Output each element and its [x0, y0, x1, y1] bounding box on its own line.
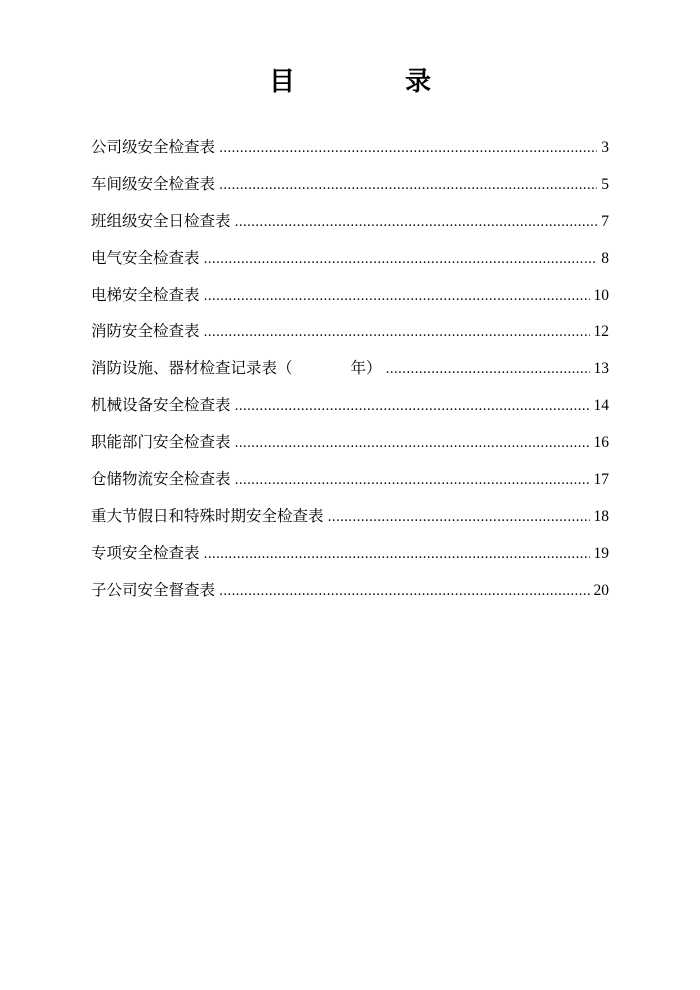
toc-entry[interactable]	[91, 284, 609, 321]
toc-entry-label: 电梯安全检查表	[91, 285, 200, 304]
dot-leader	[219, 175, 597, 197]
toc-entry[interactable]	[91, 579, 609, 616]
page-title: 目 录	[268, 67, 473, 97]
toc-page-number: 13	[593, 360, 609, 378]
toc-entry-label: 职能部门安全检查表	[91, 433, 231, 452]
toc-page-number: 19	[593, 544, 609, 562]
table-of-contents	[91, 136, 609, 616]
dot-leader	[204, 544, 590, 566]
toc-entry[interactable]	[91, 357, 609, 394]
toc-page-number: 14	[593, 397, 609, 415]
toc-entry[interactable]	[91, 210, 609, 247]
dot-leader	[235, 396, 590, 418]
toc-entry-label	[91, 357, 382, 379]
toc-entry-label: 公司级安全检查表	[91, 138, 216, 156]
toc-page-number: 10	[593, 286, 609, 304]
toc-entry-label: 班组级安全日检查表	[91, 211, 231, 230]
toc-entry-label-prefix: 消防设施、器材检查记录表（	[91, 359, 293, 378]
toc-page-number: 3	[601, 139, 609, 156]
toc-page-number: 5	[601, 175, 609, 193]
toc-entry[interactable]	[91, 431, 609, 468]
dot-leader	[219, 138, 597, 160]
dot-leader	[235, 433, 590, 455]
toc-page-number: 17	[593, 471, 609, 489]
toc-page-number: 7	[601, 212, 609, 230]
toc-entry-label: 专项安全检查表	[91, 543, 200, 562]
toc-entry[interactable]	[91, 505, 609, 542]
dot-leader	[328, 507, 590, 529]
dot-leader	[204, 322, 590, 344]
toc-entry[interactable]	[91, 136, 609, 173]
toc-page-number: 8	[601, 249, 609, 267]
dot-leader	[235, 212, 598, 234]
dot-leader	[386, 359, 590, 381]
toc-entry-label: 消防安全检查表	[91, 322, 200, 341]
toc-entry[interactable]	[91, 320, 609, 357]
toc-entry-label: 电气安全检查表	[91, 248, 200, 267]
toc-entry[interactable]	[91, 247, 609, 284]
dot-leader	[235, 470, 590, 492]
toc-entry-label: 机械设备安全检查表	[91, 396, 231, 415]
toc-page-number: 20	[593, 581, 609, 599]
dot-leader	[204, 286, 590, 308]
toc-page-number: 18	[593, 507, 609, 525]
toc-entry-label: 车间级安全检查表	[91, 174, 216, 193]
toc-entry[interactable]	[91, 394, 609, 431]
toc-entry[interactable]	[91, 542, 609, 579]
toc-page-number: 16	[593, 434, 609, 452]
toc-page-number: 12	[593, 323, 609, 341]
toc-entry-label: 仓储物流安全检查表	[91, 470, 231, 489]
toc-entry-label-suffix: 年）	[350, 359, 382, 378]
toc-entry[interactable]	[91, 173, 609, 210]
toc-entry[interactable]	[91, 468, 609, 505]
toc-entry-label: 子公司安全督查表	[91, 580, 216, 599]
dot-leader	[204, 249, 598, 271]
toc-entry-label: 重大节假日和特殊时期安全检查表	[91, 506, 324, 525]
dot-leader	[219, 581, 589, 603]
